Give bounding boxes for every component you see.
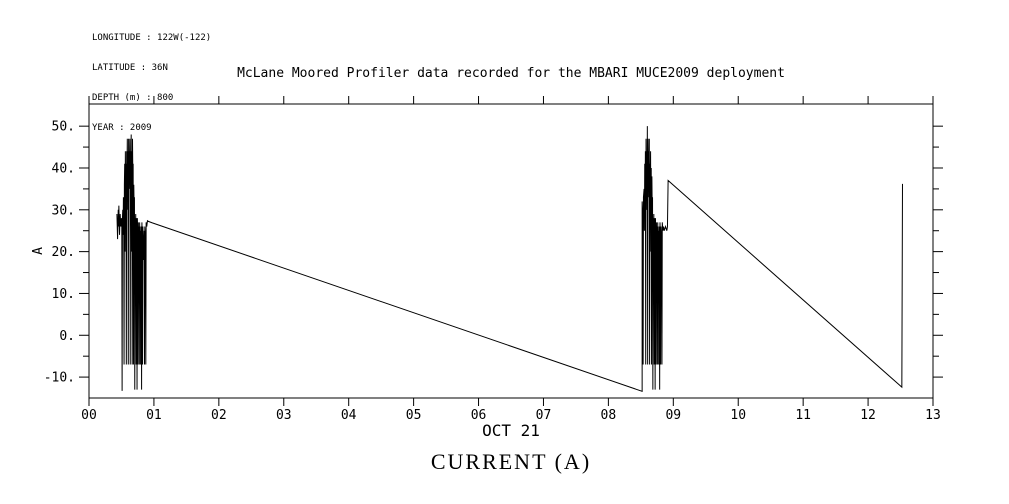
x-tick-label: 06 bbox=[470, 408, 487, 423]
x-tick-label: 13 bbox=[925, 408, 941, 423]
info-year: YEAR : 2009 bbox=[92, 123, 152, 133]
x-tick-label: 02 bbox=[211, 408, 227, 423]
y-tick-label: 30. bbox=[51, 203, 75, 219]
x-tick-label: 10 bbox=[730, 408, 747, 423]
y-tick-label: 40. bbox=[51, 161, 75, 177]
x-tick-label: 08 bbox=[600, 408, 617, 423]
x-tick-label: 05 bbox=[405, 408, 422, 423]
y-tick-label: 0. bbox=[59, 328, 75, 344]
x-tick-label: 07 bbox=[535, 408, 552, 423]
x-tick-label: 00 bbox=[81, 408, 97, 423]
y-tick-label: 20. bbox=[51, 245, 75, 261]
data-line-current_A bbox=[117, 126, 903, 391]
x-tick-label: 11 bbox=[795, 408, 811, 423]
y-tick-label: 10. bbox=[51, 286, 75, 302]
y-tick-label: 50. bbox=[51, 119, 75, 135]
x-tick-label: 03 bbox=[275, 408, 292, 423]
x-axis-date-label: OCT 21 bbox=[482, 421, 540, 440]
axis-frame bbox=[89, 104, 933, 398]
x-tick-label: 04 bbox=[340, 408, 357, 423]
info-depth: DEPTH (m) : 800 bbox=[92, 93, 174, 103]
x-tick-label: 01 bbox=[146, 408, 162, 423]
x-tick-label: 12 bbox=[860, 408, 876, 423]
info-latitude: LATITUDE : 36N bbox=[92, 63, 168, 73]
y-tick-label: -10. bbox=[43, 370, 75, 386]
info-longitude: LONGITUDE : 122W(-122) bbox=[92, 33, 212, 43]
y-axis-title: A bbox=[31, 247, 46, 255]
chart-footer-title: CURRENT (A) bbox=[430, 449, 592, 474]
chart-title: McLane Moored Profiler data recorded for the MBARI MUCE2009 deployment bbox=[237, 66, 785, 81]
x-tick-label: 09 bbox=[665, 408, 682, 423]
